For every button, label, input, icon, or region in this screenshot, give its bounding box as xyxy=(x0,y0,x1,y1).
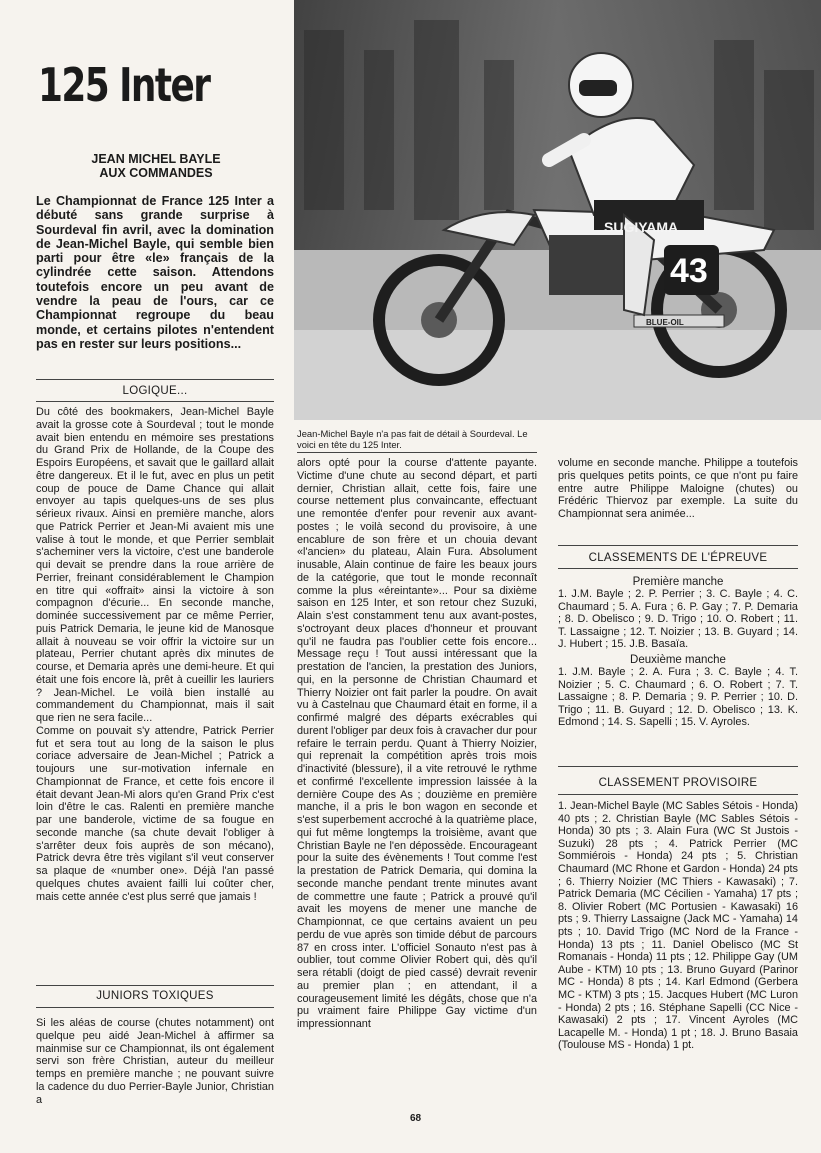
classements-epreuve xyxy=(558,576,798,729)
article-lead: Le Championnat de France 125 Inter a débuté sans grande surprise à Sourdeval fin avril, avec la domination de Jean-Michel Bayle, qui semble bien parti pour être «le» français de la cylindrée cette saison. Attendons toutefois encore un peu avant de vendre la peau de l'ours, car ce Championnat regroupe du beau monde, et certains pilotes n'entendent pas en rester sur leurs positions... xyxy=(36,194,274,351)
section-logique xyxy=(36,406,274,903)
manche-1-results: 1. J.M. Bayle ; 2. P. Perrier ; 3. C. Bayle ; 4. C. Chaumard ; 5. A. Fura ; 6. P. Gay ; 7. P. Demaria ; 8. D. Obelisco ; 9. D. Trigo ; 10. O. Robert ; 11. T. Lassaigne ; 12. T. Noizier ; 13. B. Guyard ; 14. J. Hubert ; 15. J.B. Basaïa. xyxy=(558,588,798,651)
divider xyxy=(36,1007,274,1008)
section-heading-juniors: JUNIORS TOXIQUES xyxy=(96,990,214,1002)
section-heading-logique: LOGIQUE... xyxy=(122,385,188,397)
article-title: 125 Inter xyxy=(38,58,210,112)
sponsor-text: SUGIYAMA xyxy=(604,219,679,235)
manche-1-title: Première manche xyxy=(632,576,724,588)
divider xyxy=(36,401,274,402)
divider xyxy=(558,766,798,767)
manche-2-results: 1. J.M. Bayle ; 2. A. Fura ; 3. C. Bayle ; 4. T. Noizier ; 5. C. Chaumard ; 6. O. Robert ; 7. T. Lassaigne ; 8. P. Demaria ; 9. P. Perrier ; 10. D. Trigo ; 11. B. Guyard ; 12. D. Obelisco ; 13. K. Edmond ; 14. S. Sapelli ; 15. V. Ayroles. xyxy=(558,665,798,729)
divider xyxy=(36,379,274,380)
column-2-text: alors opté pour la course d'attente payante. Victime d'une chute au second départ, et parti dernier, Christian allait, cette fois, faire une course nettement plus convaincante, effectuant une remontée d'enfer pour revenir aux avant-postes ; le voilà second du provisoire, à une encablure de son frère et un chouia devant «l'ancien» du plateau, Alain Fura. Absolument inusable, Alain continue de faire les beaux jours de la catégorie, que tout le monde reconnaît comme la plus «éreintante»... Pour sa dixième saison en 125 Inter, et son retour chez Suzuki, Alain s'est constamment tenu aux avant-postes, s'octroyant deux places d'honneur et prouvant qu'il ne faudra pas l'oublier cette fois encore... Message reçu ! Tout aussi intéressant que la prestation de l'ancien, la prestation des Juniors, qui, en la personne de Christian Chaumard et Thierry Noizier ont fait parler la poudre. On avait vu à Castelnau que Chaumard était en forme, il a confirmé malgré des départs exécrables qui durent l'obliger par deux fois à cravacher dur pour refaire le terrain perdu. Quant à Thierry Noizier, qui reprenait la compétition après trois mois d'inactivité (blessure), il a vite retrouvé le rythme et confirmé l'excellente impression laissée à la dernière Coupe des As ; douzième en première manche, il a pris le bon wagon en seconde et s'est superbement accroché à la quatrième place, qui fut même longtemps la troisième, avant que Christian Bayle ne l'en dépossède. Encourageant pour la suite des évènements ! Tout comme l'est la prestation de Patrick Demaria, qui domina la seconde manche pendant trente minutes avant de commettre une faute ; Patrick a prouvé qu'il avait les moyens de mener une manche de Championnat, ce que certains avaient un peu perdu de vue après son timide début de parcours 87 en cross inter. L'officiel Sonauto n'est pas à oublier, tout comme Olivier Robert qui, dès qu'il sera rétabli (doigt de pied cassé) devrait revenir au premier plan ; en attendant, il a courageusement limité les dégâts, chose que n'a pu vraiment faire Philippe Gay victime d'un impressionnant xyxy=(297,457,537,1030)
divider xyxy=(558,568,798,569)
column-3-text: volume en seconde manche. Philippe a toutefois pris quelques petits points, ce que n'ont pu faire entre autre Philippe Maloigne (chutes) ou Frédéric Thiervoz par exemple. La suite du Championnat sera animée... xyxy=(558,457,798,520)
divider xyxy=(36,985,274,986)
photo-caption: Jean-Michel Bayle n'a pas fait de détail à Sourdeval. Le voici en tête du 125 Inter. xyxy=(297,428,528,450)
divider xyxy=(558,545,798,546)
classement-provisoire-results: 1. Jean-Michel Bayle (MC Sables Sétois - Honda) 40 pts ; 2. Christian Bayle (MC Sables Sétois - Honda) 30 pts ; 3. Alain Fura (WC St Justois - Suzuki) 28 pts ; 4. Patrick Perrier (MC Sommiérois - Honda) 24 pts ; 5. Christian Chaumard (MC Rhone et Gardon - Honda) 24 pts ; 6. Thierry Noizier (MC Thiers - Kawasaki) ; 7. Patrick Demaria (MC Cécilien - Yamaha) 17 pts ; 8. Olivier Robert (MC Portusien - Kawasaki) 16 pts ; 9. Thierry Lassaigne (Jack MC - Yamaha) 14 pts ; 10. David Trigo (MC Nord de la France - Honda) 13 pts ; 11. Daniel Obelisco (MC St Romanais - Honda) 11 pts ; 12. Philippe Gay (UM Aube - KTM) 10 pts ; 13. Bruno Guyard (Parinor MC - Honda) 8 pts ; 14. Karl Edmond (Gerbera MC - KTM) 3 pts ; 15. Jacques Hubert (MC Luron - Honda) 2 pts ; 16. Stéphane Sapelli (CC Nice - Kawasaki) 2 pts ; 17. Vincent Ayroles (MC Lacapelle M. - Honda) 1 pt ; 18. J. Bruno Basaia (Toulouse MS - Honda) 1 pt. xyxy=(558,800,798,1052)
rider-illustration xyxy=(294,0,821,420)
motocross-photo xyxy=(294,0,821,420)
subtitle-line-1: JEAN MICHEL BAYLE xyxy=(91,152,221,166)
section-logique-text: Du côté des bookmakers, Jean-Michel Bayle avait la grosse cote à Sourdeval ; tout le monde avait bien entendu en mémoire ses prestations du Grand Prix de Hollande, de la Coupe des Espoirs Européens, et savait que le gaillard allait être dangereux. Et il le fut, avec en plus un petit coup de pouce de Dame Chance qui allait envoyer au tapis quelques-uns de ses plus sérieux rivaux. Ainsi en première manche, alors que Patrick Perrier et Jean-Mi avaient mis une valise à tout le monde, et que Perrier semblait s'acheminer vers la victoire, c'est une banderole qui devait se prendre dans la roue arrière de Perrier, freinant considérablement le Champion en titre qui «offrait» ainsi la victoire à son compagnon d'écurie... En seconde manche, dominée successivement par ce même Perrier, puis Patrick Demaria, le jeune kid de Manosque allait à nouveau se voir offrir la victoire sur un plateau, Perrier chutant après dix minutes de course, et Demaria après une demi-heure. Et qui était une fois encore là, prêt à cueillir les lauriers ? Jean-Michel. Le voilà bien installé au commandement du Championnat, mais il sait que rien ne sera facile... xyxy=(36,406,274,724)
page-number: 68 xyxy=(410,1113,422,1124)
subtitle-line-2: AUX COMMANDES xyxy=(99,166,213,180)
section-heading-provisoire: CLASSEMENT PROVISOIRE xyxy=(598,777,758,789)
section-logique-text-2: Comme on pouvait s'y attendre, Patrick Perrier fut et sera tout au long de la saison le plus coriace adversaire de Jean-Michel ; Patrick a toujours une sur-motivation infernale en Championnat de France, et cette fois encore il était devant Jean-Mi alors qu'en Grand Prix c'est loin d'être le cas. Ralenti en première manche par une banderole, victime de sa fougue en seconde manche (sa chute devait l'obliger à s'arrêter deux fois auprès de son mécano), Patrick devra être très vigilant s'il veut conserver sa plaque de «number one». Déjà l'an passé quelques chutes avaient failli lui coûter cher, mais cette année c'est plus serré que jamais ! xyxy=(36,724,274,903)
article-subtitle xyxy=(36,152,276,180)
manche-2-title: Deuxième manche xyxy=(630,653,726,666)
section-heading-classements: CLASSEMENTS DE L'ÉPREUVE xyxy=(588,552,768,564)
divider xyxy=(558,794,798,795)
section-juniors-text: Si les aléas de course (chutes notamment) ont quelque peu aidé Jean-Michel à affirmer sa mainmise sur ce Championnat, ils ont également servi son frère Christian, auteur du meilleur temps en première manche ; ne pouvant suivre la cadence du duo Perrier-Bayle Junior, Christian a xyxy=(36,1017,274,1106)
chain-guard-text: BLUE-OIL xyxy=(646,318,684,327)
number-plate-text: 43 xyxy=(670,252,708,290)
divider xyxy=(297,452,537,453)
